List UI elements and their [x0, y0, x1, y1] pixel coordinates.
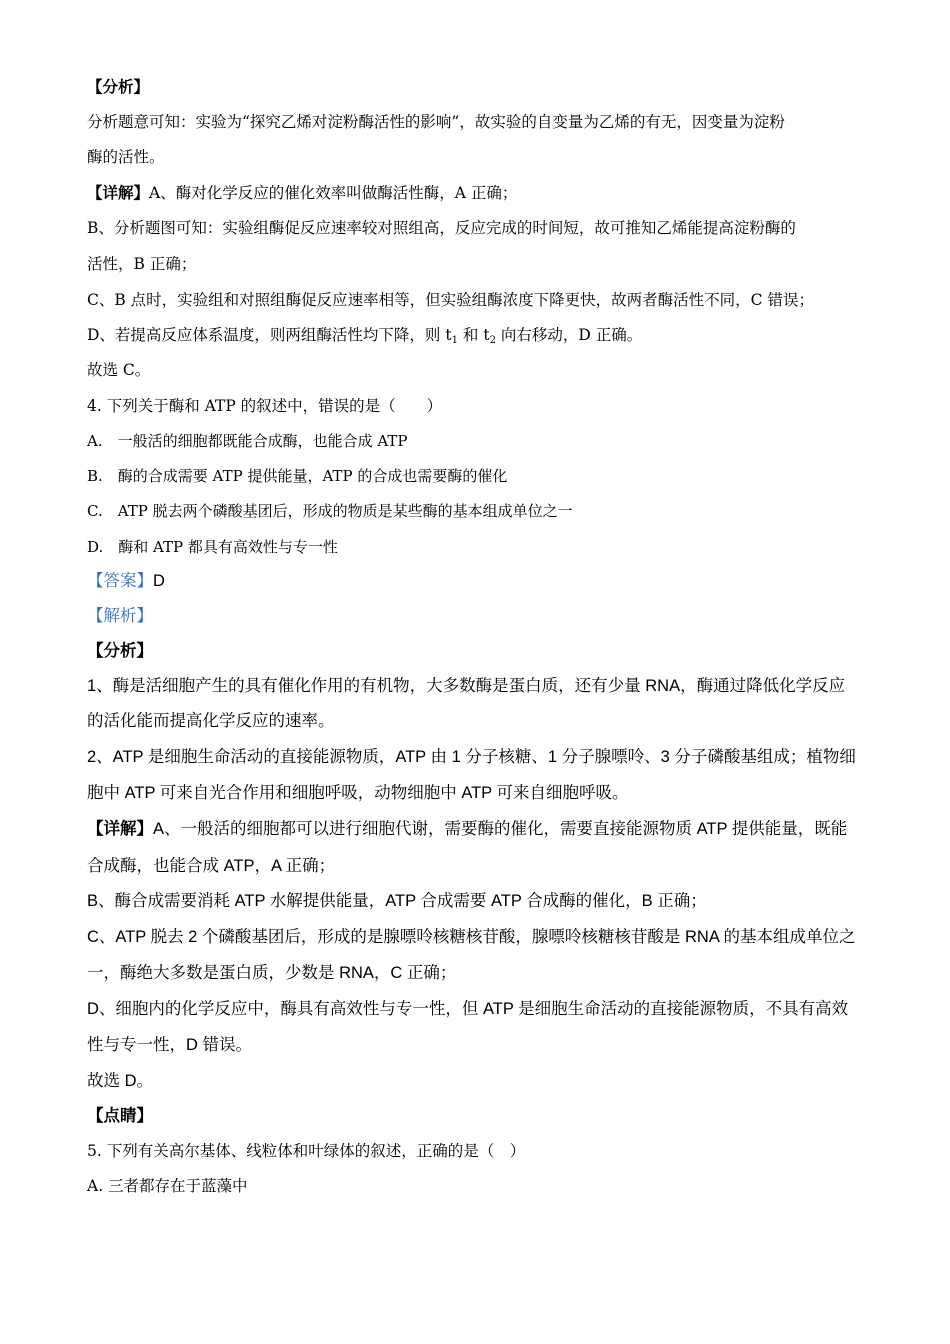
detail-line-b-cont: 活性，B 正确； — [87, 255, 197, 273]
answer-tag: 【答案】 — [87, 572, 153, 590]
detail-text: A、一般活的细胞都可以进行细胞代谢，需要酶的催化，需要直接能源物质 ATP 提供能量，既能 — [153, 820, 848, 838]
conclusion: 故选 C。 — [87, 361, 151, 379]
detail-text: 和 t — [457, 326, 490, 344]
detail-line-a — [87, 818, 890, 840]
option-a: A. 一般活的细胞都既能合成酶，也能合成 ATP — [87, 432, 408, 450]
conclusion: 故选 D。 — [87, 1072, 153, 1090]
detail-line-c-cont: 一，酶绝大多数是蛋白质，少数是 RNA，C 正确； — [87, 964, 457, 982]
detail-line-c: C、B 点时，实验组和对照组酶促反应速率相等，但实验组酶浓度下降更快，故两者酶活性不同，C 错误； — [87, 291, 814, 309]
answer-value: D — [153, 572, 165, 590]
detail-text: A、酶对化学反应的催化效率叫做酶活性酶，A 正确； — [149, 184, 518, 202]
section-heading-detail: 【详解】 — [87, 183, 150, 202]
detail-line-a-cont: 合成酶，也能合成 ATP，A 正确； — [87, 857, 336, 875]
option-d: D. 酶和 ATP 都具有高效性与专一性 — [87, 538, 338, 556]
detail-line-c: C、ATP 脱去 2 个磷酸基团后，形成的是腺嘌呤核糖核苷酸，腺嘌呤核糖核苷酸是 RNA 的基本组成单位之 — [87, 928, 856, 946]
analysis-point-2-cont: 胞中 ATP 可来自光合作用和细胞呼吸，动物细胞中 ATP 可来自细胞呼吸。 — [87, 784, 629, 802]
explanation-tag: 【解析】 — [87, 607, 153, 625]
subscript: 2 — [489, 335, 496, 346]
detail-line-a — [87, 182, 890, 204]
section-heading-detail: 【详解】 — [87, 820, 153, 838]
detail-line-d-cont: 性与专一性，D 错误。 — [87, 1036, 252, 1054]
detail-text: D、若提高反应体系温度，则两组酶活性均下降，则 t — [87, 326, 452, 344]
subscript: 1 — [451, 335, 458, 346]
section-heading-analysis: 【分析】 — [87, 642, 153, 660]
q5-option-a: A. 三者都存在于蓝藻中 — [87, 1177, 248, 1195]
detail-line-d: D、细胞内的化学反应中，酶具有高效性与专一性，但 ATP 是细胞生命活动的直接能源物质，不具有高效 — [87, 1000, 849, 1018]
option-c: C. ATP 脱去两个磷酸基团后，形成的物质是某些酶的基本组成单位之一 — [87, 502, 573, 520]
detail-line-d — [87, 324, 890, 346]
analysis-point-1-cont: 的活化能而提高化学反应的速率。 — [87, 712, 335, 730]
option-b: B. 酶的合成需要 ATP 提供能量，ATP 的合成也需要酶的催化 — [87, 467, 508, 485]
section-heading-comment: 【点睛】 — [87, 1107, 153, 1125]
section-heading-analysis: 【分析】 — [87, 77, 150, 96]
detail-line-b: B、酶合成需要消耗 ATP 水解提供能量，ATP 合成需要 ATP 合成酶的催化，B 正确； — [87, 892, 707, 910]
question-5: 5. 下列有关高尔基体、线粒体和叶绿体的叙述，正确的是（ ） — [87, 1142, 526, 1160]
analysis-point-2: 2、ATP 是细胞生命活动的直接能源物质，ATP 由 1 分子核糖、1 分子腺嘌呤、3 分子磷酸基组成；植物细 — [87, 748, 856, 766]
analysis-text-cont: 酶的活性。 — [87, 148, 165, 166]
detail-line-b: B、分析题图可知：实验组酶促反应速率较对照组高，反应完成的时间短，故可推知乙烯能提高淀粉酶的 — [87, 219, 796, 237]
question-4: 4. 下列关于酶和 ATP 的叙述中，错误的是（ ） — [87, 397, 443, 415]
analysis-point-1: 1、酶是活细胞产生的具有催化作用的有机物，大多数酶是蛋白质，还有少量 RNA，酶通过降低化学反应 — [87, 677, 846, 695]
answer-line — [87, 570, 890, 592]
detail-text: 向右移动，D 正确。 — [495, 326, 643, 344]
analysis-text: 分析题意可知：实验为“探究乙烯对淀粉酶活性的影响”，故实验的自变量为乙烯的有无，因变量为淀粉 — [87, 113, 785, 131]
